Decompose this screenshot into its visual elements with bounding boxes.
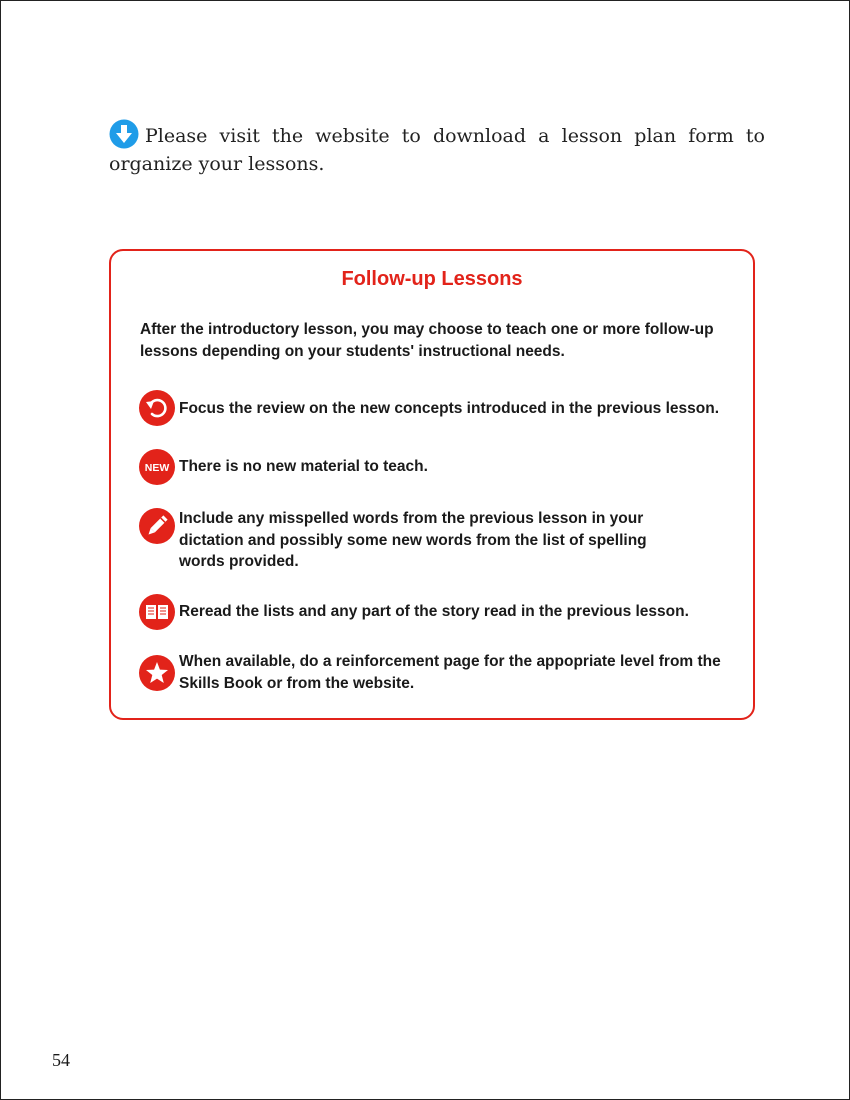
intro-paragraph	[109, 119, 765, 178]
list-item-review	[139, 390, 739, 426]
list-item-dictation	[139, 508, 739, 573]
list-item-text: When available, do a reinforcement page for the appopriate level from the Skills Book or from the website.	[179, 653, 721, 692]
new-badge-icon	[139, 449, 175, 485]
pencil-icon	[139, 508, 175, 544]
download-arrow-icon[interactable]	[109, 119, 139, 149]
list-item-text: Include any misspelled words from the previous lesson in your dictation and possibly some new words from the list of spelling words provided.	[179, 510, 647, 570]
intro-text: Please visit the website to download a lesson plan form to organize your lessons.	[109, 125, 765, 175]
review-arrow-icon	[139, 390, 175, 426]
list-item-reread	[139, 594, 739, 630]
list-item-text: Reread the lists and any part of the story read in the previous lesson.	[179, 603, 689, 620]
list-item-text: There is no new material to teach.	[179, 458, 428, 475]
box-title: Follow-up Lessons	[341, 268, 523, 290]
book-icon	[139, 594, 175, 630]
box-lead-text: After the introductory lesson, you may choose to teach one or more follow-up lessons depending on your students' instructional needs.	[140, 321, 714, 360]
page-number: 54	[52, 1050, 70, 1070]
list-item-reinforcement	[139, 651, 739, 694]
follow-up-lessons-box	[109, 249, 755, 720]
list-item-text: Focus the review on the new concepts introduced in the previous lesson.	[179, 400, 720, 417]
list-item-new	[139, 449, 739, 485]
star-icon	[139, 655, 175, 691]
new-badge-label: NEW	[144, 462, 170, 474]
